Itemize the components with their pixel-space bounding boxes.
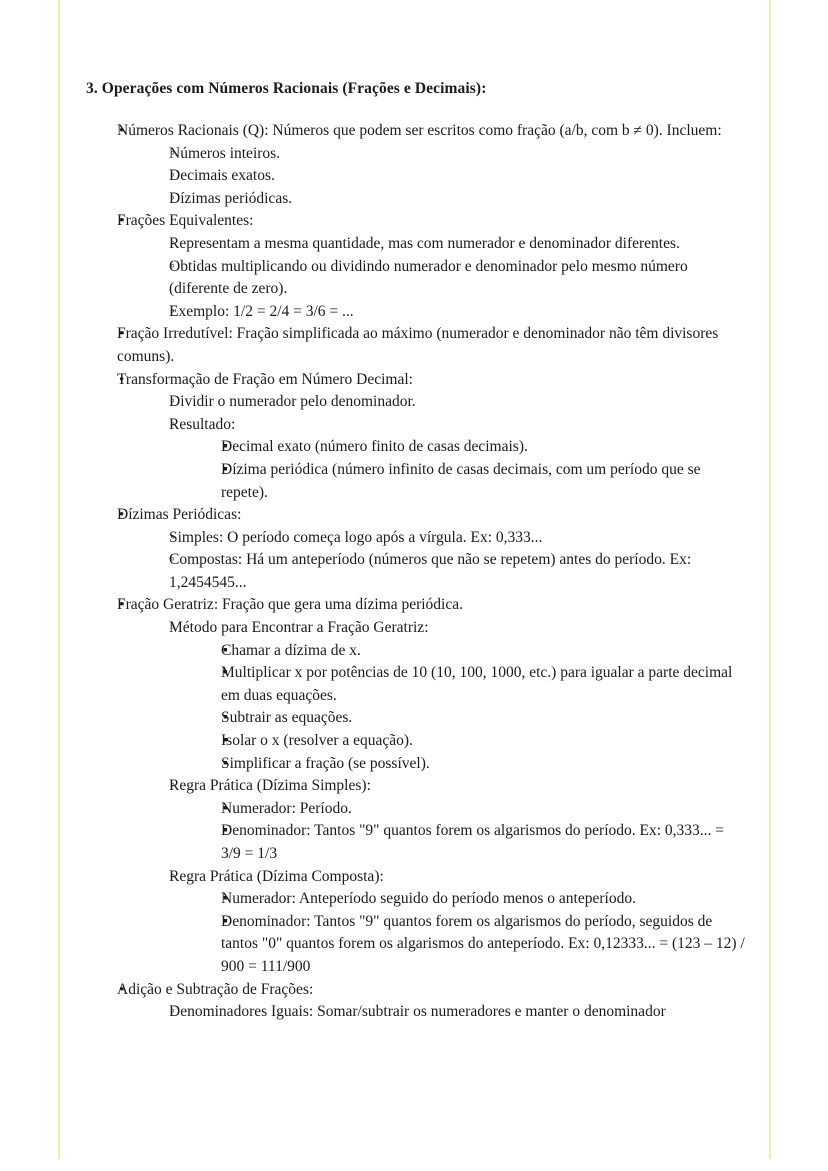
- outline-item-text: ▪ Isolar o x (resolver a equação).: [221, 730, 746, 753]
- outline-item-level-3: [199, 459, 746, 504]
- outline-item-level-1: [95, 323, 746, 368]
- outline-item-text: • Transformação de Fração em Número Decimal:: [117, 369, 746, 392]
- outline-item-text: ▪ Multiplicar x por potências de 10 (10, 100, 1000, etc.) para igualar a parte decimal em duas equações.: [221, 662, 746, 707]
- outline-item-level-1: [95, 369, 746, 505]
- outline-sublist-level-3: [199, 640, 746, 776]
- outline-item-level-2: [147, 414, 746, 504]
- outline-item-text: • Fração Geratriz: Fração que gera uma dízima periódica.: [117, 594, 746, 617]
- right-margin-rule: [769, 0, 771, 1159]
- outline-item-level-3: [199, 820, 746, 865]
- outline-list: [86, 120, 746, 1024]
- document-body: [86, 78, 746, 1024]
- outline-item-text: ▪ Numerador: Anteperíodo seguido do período menos o anteperíodo.: [221, 888, 746, 911]
- outline-item-level-1: [95, 979, 746, 1024]
- outline-item-text: ◦ Regra Prática (Dízima Simples):: [169, 775, 746, 798]
- outline-item-level-2: [147, 143, 746, 166]
- outline-item-level-1: [95, 210, 746, 323]
- outline-item-level-3: [199, 640, 746, 663]
- outline-item-level-3: [199, 753, 746, 776]
- outline-item-level-3: [199, 436, 746, 459]
- outline-item-text: ◦ Resultado:: [169, 414, 746, 437]
- outline-item-level-2: [147, 301, 746, 324]
- outline-item-level-2: [147, 1001, 746, 1024]
- outline-item-level-3: [199, 662, 746, 707]
- outline-item-text: ◦ Dízimas periódicas.: [169, 188, 746, 211]
- outline-item-level-1: [95, 120, 746, 210]
- outline-item-level-2: [147, 256, 746, 301]
- outline-sublist-level-3: [199, 888, 746, 978]
- outline-item-text: ◦ Números inteiros.: [169, 143, 746, 166]
- outline-item-text: • Frações Equivalentes:: [117, 210, 746, 233]
- outline-item-level-3: [199, 730, 746, 753]
- outline-item-level-2: [147, 165, 746, 188]
- outline-item-text: ◦ Regra Prática (Dízima Composta):: [169, 866, 746, 889]
- outline-item-level-2: [147, 549, 746, 594]
- outline-item-level-2: [147, 391, 746, 414]
- outline-item-level-2: [147, 233, 746, 256]
- outline-item-text: ▪ Subtrair as equações.: [221, 707, 746, 730]
- outline-item-text: ▪ Chamar a dízima de x.: [221, 640, 746, 663]
- outline-item-level-3: [199, 707, 746, 730]
- outline-item-text: • Dízimas Periódicas:: [117, 504, 746, 527]
- outline-item-level-2: [147, 617, 746, 775]
- outline-item-text: • Números Racionais (Q): Números que podem ser escritos como fração (a/b, com b ≠ 0). Incluem:: [117, 120, 746, 143]
- page-title: 3. Operações com Números Racionais (Frações e Decimais):: [86, 80, 487, 97]
- outline-item-text: ▪ Decimal exato (número finito de casas decimais).: [221, 436, 746, 459]
- outline-item-text: ▪ Denominador: Tantos "9" quantos forem os algarismos do período, seguidos de tantos "0" quantos forem os algarismos do anteperíodo. Ex: 0,12333... = (123 – 12) / 900 = 111/900: [221, 911, 746, 979]
- outline-item-text: ◦ Dividir o numerador pelo denominador.: [169, 391, 746, 414]
- outline-item-level-2: [147, 866, 746, 979]
- outline-item-text: ▪ Dízima periódica (número infinito de casas decimais, com um período que se repete).: [221, 459, 746, 504]
- outline-sublist-level-2: [147, 233, 746, 323]
- outline-item-level-1: [95, 504, 746, 594]
- outline-item-level-3: [199, 888, 746, 911]
- outline-item-text: ◦ Exemplo: 1/2 = 2/4 = 3/6 = ...: [169, 301, 746, 324]
- outline-sublist-level-2: [147, 143, 746, 211]
- outline-sublist-level-2: [147, 391, 746, 504]
- outline-item-text: ◦ Compostas: Há um anteperíodo (números que não se repetem) antes do período. Ex: 1,2454545...: [169, 549, 746, 594]
- outline-item-level-2: [147, 527, 746, 550]
- outline-item-text: ▪ Simplificar a fração (se possível).: [221, 753, 746, 776]
- outline-item-text: ▪ Denominador: Tantos "9" quantos forem os algarismos do período. Ex: 0,333... = 3/9 = 1/3: [221, 820, 746, 865]
- outline-item-text: ▪ Numerador: Período.: [221, 798, 746, 821]
- outline-sublist-level-3: [199, 436, 746, 504]
- outline-item-level-1: [95, 594, 746, 978]
- outline-sublist-level-2: [147, 617, 746, 979]
- outline-sublist-level-2: [147, 527, 746, 595]
- outline-sublist-level-2: [147, 1001, 746, 1024]
- outline-item-text: ◦ Representam a mesma quantidade, mas com numerador e denominador diferentes.: [169, 233, 746, 256]
- outline-item-text: ◦ Denominadores Iguais: Somar/subtrair os numeradores e manter o denominador: [169, 1001, 746, 1024]
- outline-item-text: ◦ Simples: O período começa logo após a vírgula. Ex: 0,333...: [169, 527, 746, 550]
- outline-item-text: ◦ Obtidas multiplicando ou dividindo numerador e denominador pelo mesmo número (diferente de zero).: [169, 256, 746, 301]
- outline-item-level-3: [199, 798, 746, 821]
- left-margin-rule: [58, 0, 60, 1159]
- outline-sublist-level-3: [199, 798, 746, 866]
- outline-item-text: • Fração Irredutível: Fração simplificada ao máximo (numerador e denominador não têm divisores comuns).: [117, 323, 746, 368]
- outline-item-text: ◦ Decimais exatos.: [169, 165, 746, 188]
- outline-item-level-2: [147, 188, 746, 211]
- outline-item-text: ◦ Método para Encontrar a Fração Geratriz:: [169, 617, 746, 640]
- outline-item-level-3: [199, 911, 746, 979]
- outline-item-text: • Adição e Subtração de Frações:: [117, 979, 746, 1002]
- outline-item-level-2: [147, 775, 746, 865]
